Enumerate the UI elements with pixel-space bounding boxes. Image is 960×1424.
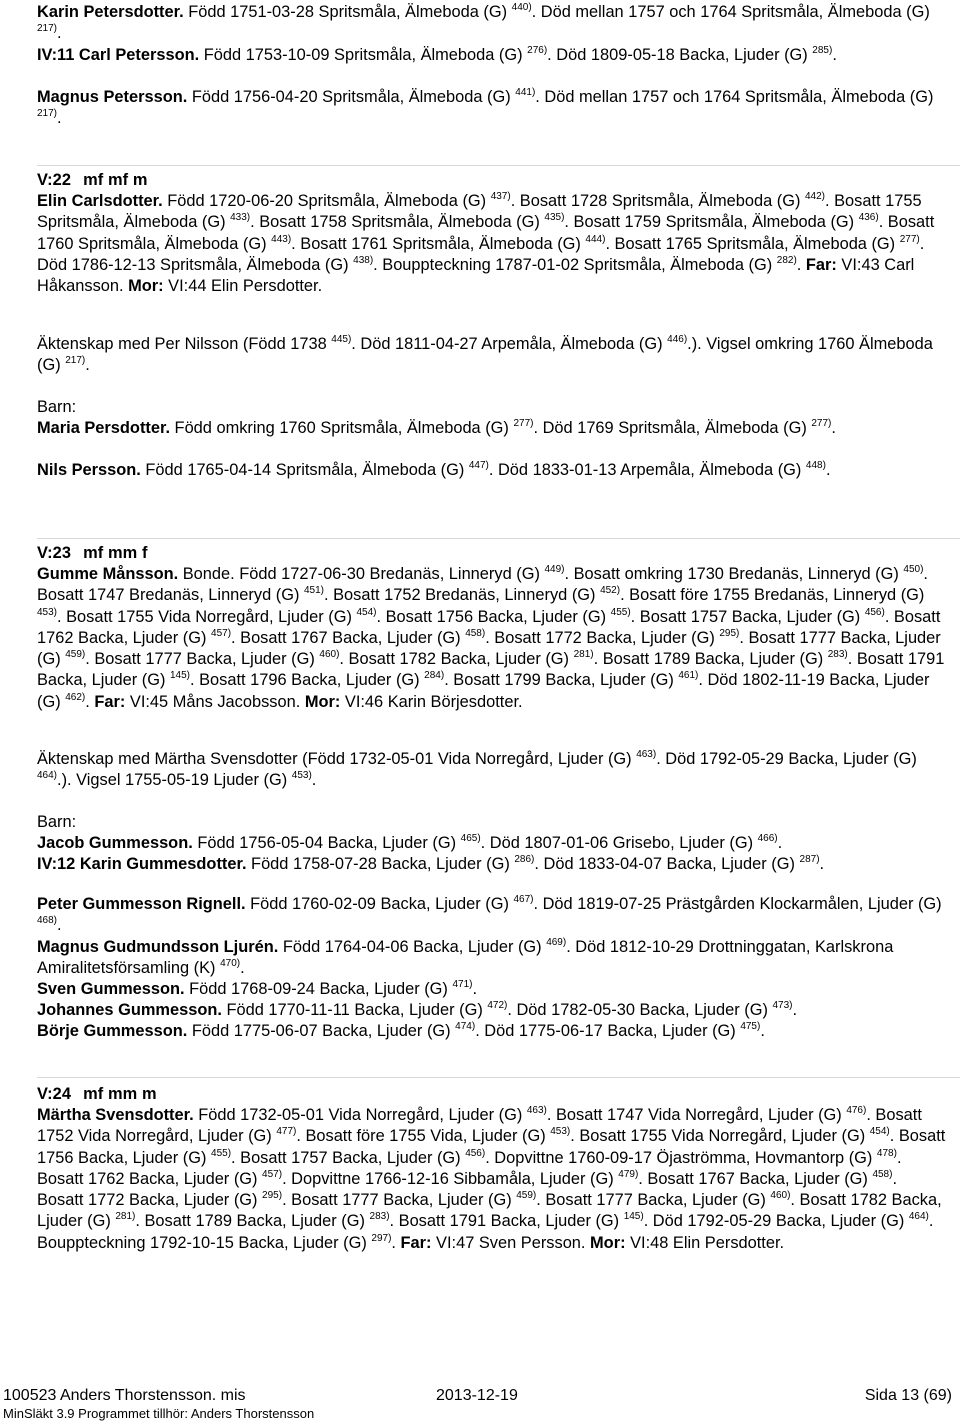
entry-text: . Bosatt 1752 Bredanäs, Linneryd (G) bbox=[323, 586, 601, 605]
child-entry bbox=[37, 979, 947, 1000]
entry-text: VI:48 Elin Persdotter. bbox=[625, 1233, 785, 1252]
entry-text: . Bosatt 1759 Spritsmåla, Älmeboda (G) bbox=[564, 213, 859, 232]
citation-ref: 446) bbox=[667, 334, 688, 345]
entry-text: VI:43 Carl Håkansson. bbox=[37, 255, 915, 296]
bold-label: Sven Gummesson. bbox=[37, 980, 185, 998]
entry-text: . Bosatt 1728 Spritsmåla, Älmeboda (G) bbox=[510, 192, 805, 210]
citation-ref: 472) bbox=[487, 1000, 508, 1011]
entry-text: . bbox=[85, 356, 90, 375]
entry-text: . Bosatt 1772 Backa, Ljuder (G) bbox=[37, 1169, 898, 1210]
citation-ref: 459) bbox=[65, 649, 86, 661]
entry-text: . bbox=[57, 109, 62, 128]
entry-text: .). Vigsel 1755-05-19 Ljuder (G) bbox=[57, 771, 292, 790]
citation-ref: 456) bbox=[864, 606, 885, 618]
entry-text: . bbox=[832, 46, 837, 64]
bold-label: Mor: bbox=[128, 277, 164, 296]
citation-ref: 454) bbox=[869, 1126, 890, 1138]
child-entry bbox=[37, 833, 947, 854]
citation-ref: 475) bbox=[740, 1021, 761, 1032]
entry-text: . bbox=[85, 692, 95, 711]
entry-text: . bbox=[57, 24, 62, 43]
citation-ref: 477) bbox=[276, 1126, 297, 1138]
citation-ref: 440) bbox=[511, 2, 532, 13]
citation-ref: 283) bbox=[827, 649, 848, 661]
citation-ref: 466) bbox=[757, 833, 778, 844]
entry-text: . Bouppteckning 1792-10-15 Backa, Ljuder (G) bbox=[37, 1212, 934, 1252]
child-entry bbox=[37, 854, 947, 875]
child-entry bbox=[37, 1000, 947, 1021]
bold-label: Mor: bbox=[590, 1233, 626, 1252]
citation-ref: 433) bbox=[230, 212, 251, 224]
entry-text: . Död 1792-05-29 Backa, Ljuder (G) bbox=[656, 750, 917, 768]
entry-text: VI:44 Elin Persdotter. bbox=[163, 277, 323, 296]
generation-heading bbox=[37, 170, 947, 191]
citation-ref: 465) bbox=[460, 833, 481, 844]
entry-text: . Död 1782-05-30 Backa, Ljuder (G) bbox=[507, 1001, 773, 1019]
citation-ref: 217) bbox=[65, 355, 86, 367]
entry-text: . Bosatt 1791 Backa, Ljuder (G) bbox=[37, 650, 945, 690]
generation-id: V:23 bbox=[37, 544, 72, 562]
section-divider bbox=[37, 538, 960, 539]
entry-text: . Dopvittne 1760-09-17 Öjaströmma, Hovmantorp (G) bbox=[485, 1148, 877, 1167]
entry-text: Född 1756-04-20 Spritsmåla, Älmeboda (G) bbox=[187, 88, 516, 106]
entry-text: . Bosatt 1762 Backa, Ljuder (G) bbox=[37, 607, 941, 647]
entry-text: . Bosatt 1758 Spritsmåla, Älmeboda (G) bbox=[250, 213, 545, 232]
entry-text: . bbox=[472, 980, 478, 998]
entry-text: . Bosatt 1791 Backa, Ljuder (G) bbox=[389, 1212, 624, 1231]
citation-ref: 145) bbox=[623, 1211, 644, 1223]
entry-text: . bbox=[760, 1022, 765, 1040]
entry-text: .). Vigsel omkring 1760 Älmeboda (G) bbox=[37, 335, 933, 375]
entry-text: . Bosatt omkring 1730 Bredanäs, Linneryd (G) bbox=[564, 565, 904, 583]
entry-text: . bbox=[825, 461, 831, 479]
entry-text: Äktenskap med Märtha Svensdotter (Född 1732-05-01 Vida Norregård, Ljuder (G) bbox=[37, 750, 637, 768]
entry-text: . Död 1769 Spritsmåla, Älmeboda (G) bbox=[533, 419, 812, 437]
entry-text: . Bosatt 1761 Spritsmåla, Älmeboda (G) bbox=[291, 234, 586, 253]
entry-text: Född 1720-06-20 Spritsmåla, Älmeboda (G) bbox=[162, 192, 491, 210]
citation-ref: 473) bbox=[772, 1000, 793, 1011]
citation-ref: 281) bbox=[573, 649, 594, 661]
marriage-entry bbox=[37, 749, 947, 792]
person-entry bbox=[37, 1105, 947, 1254]
section-divider bbox=[37, 1077, 960, 1078]
person-entry bbox=[37, 564, 947, 713]
entry-text: . bbox=[796, 255, 806, 274]
citation-ref: 437) bbox=[490, 191, 511, 202]
entry-text: . bbox=[777, 834, 783, 852]
citation-ref: 286) bbox=[514, 854, 535, 865]
citation-ref: 284) bbox=[424, 670, 445, 682]
entry-text: . Död 1811-04-27 Arpemåla, Älmeboda (G) bbox=[351, 335, 668, 353]
citation-ref: 436) bbox=[858, 212, 879, 224]
entry-text: . bbox=[240, 959, 245, 978]
citation-ref: 277) bbox=[811, 418, 832, 429]
citation-ref: 464) bbox=[908, 1211, 929, 1223]
generation-id: V:22 bbox=[37, 171, 72, 189]
generation-heading bbox=[37, 543, 947, 564]
generation-code: mf mm m bbox=[83, 1085, 157, 1103]
citation-ref: 451) bbox=[303, 585, 324, 597]
bold-label: Elin Carlsdotter. bbox=[37, 192, 163, 210]
citation-ref: 460) bbox=[770, 1190, 791, 1202]
entry-text: Född 1768-09-24 Backa, Ljuder (G) bbox=[184, 980, 453, 998]
citation-ref: 459) bbox=[516, 1190, 537, 1202]
citation-ref: 454) bbox=[356, 606, 377, 618]
entry-text: Bonde. Född 1727-06-30 Bredanäs, Linneryd (G) bbox=[178, 565, 545, 583]
entry-text: . Dopvittne 1766-12-16 Sibbamåla, Ljuder (G) bbox=[282, 1169, 619, 1188]
citation-ref: 456) bbox=[465, 1147, 486, 1159]
person-entry bbox=[37, 2, 947, 45]
entry-text: . Bosatt 1767 Backa, Ljuder (G) bbox=[231, 628, 466, 647]
citation-ref: 471) bbox=[452, 979, 473, 990]
bold-label: Karin Petersdotter. bbox=[37, 3, 184, 21]
citation-ref: 277) bbox=[899, 233, 920, 245]
entry-text: . Död 1809-05-18 Backa, Ljuder (G) bbox=[547, 46, 813, 64]
entry-text: Född omkring 1760 Spritsmåla, Älmeboda (G) bbox=[170, 419, 514, 437]
children-label: Barn: bbox=[37, 398, 77, 416]
entry-text: . Bosatt 1777 Backa, Ljuder (G) bbox=[282, 1191, 517, 1210]
bold-label: Magnus Petersson. bbox=[37, 88, 188, 106]
citation-ref: 438) bbox=[353, 254, 374, 266]
entry-text: . Bouppteckning 1787-01-02 Spritsmåla, Älmeboda (G) bbox=[373, 255, 777, 274]
entry-text: . Bosatt före 1755 Bredanäs, Linneryd (G) bbox=[620, 586, 925, 605]
citation-ref: 457) bbox=[262, 1168, 283, 1180]
citation-ref: 474) bbox=[455, 1021, 476, 1032]
citation-ref: 217) bbox=[37, 108, 58, 120]
citation-ref: 145) bbox=[170, 670, 191, 682]
entry-text: . Bosatt 1755 Vida Norregård, Ljuder (G) bbox=[57, 607, 357, 626]
citation-ref: 283) bbox=[369, 1211, 390, 1223]
entry-text: . Död 1792-05-29 Backa, Ljuder (G) bbox=[643, 1212, 909, 1231]
citation-ref: 282) bbox=[776, 254, 797, 266]
citation-ref: 452) bbox=[600, 585, 621, 597]
citation-ref: 462) bbox=[65, 691, 86, 703]
citation-ref: 469) bbox=[546, 937, 567, 948]
entry-text: . Bosatt 1756 Backa, Ljuder (G) bbox=[376, 607, 611, 626]
generation-code: mf mm f bbox=[83, 544, 148, 562]
bold-label: Nils Persson. bbox=[37, 461, 141, 479]
citation-ref: 281) bbox=[115, 1211, 136, 1223]
person-entry bbox=[37, 191, 947, 297]
bold-label: Jacob Gummesson. bbox=[37, 834, 193, 852]
bold-label: Gumme Månsson. bbox=[37, 565, 179, 583]
bold-label: Börje Gummesson. bbox=[37, 1022, 188, 1040]
entry-text: Född 1775-06-07 Backa, Ljuder (G) bbox=[187, 1022, 456, 1040]
footer-date: 2013-12-19 bbox=[436, 1387, 518, 1404]
entry-text: Äktenskap med Per Nilsson (Född 1738 bbox=[37, 335, 332, 353]
children-label: Barn: bbox=[37, 813, 77, 831]
entry-text: . Bosatt 1777 Backa, Ljuder (G) bbox=[37, 628, 941, 669]
entry-text: . Död 1802-11-19 Backa, Ljuder (G) bbox=[37, 671, 930, 711]
child-entry bbox=[37, 1021, 947, 1042]
citation-ref: 453) bbox=[37, 606, 58, 618]
citation-ref: 276) bbox=[527, 45, 548, 56]
entry-text: Född 1753-10-09 Spritsmåla, Älmeboda (G) bbox=[199, 46, 528, 64]
entry-text: . Död 1807-01-06 Grisebo, Ljuder (G) bbox=[480, 834, 758, 852]
bold-label: Magnus Gudmundsson Ljurén. bbox=[37, 938, 279, 956]
citation-ref: 464) bbox=[37, 770, 58, 782]
footer-page-number: Sida 13 (69) bbox=[864, 1387, 952, 1404]
bold-label: Mor: bbox=[304, 692, 341, 711]
citation-ref: 287) bbox=[799, 854, 820, 865]
person-entry bbox=[37, 45, 947, 66]
marriage-entry bbox=[37, 334, 947, 377]
citation-ref: 463) bbox=[526, 1105, 547, 1116]
bold-label: Maria Persdotter. bbox=[37, 419, 170, 437]
citation-ref: 448) bbox=[805, 460, 826, 471]
citation-ref: 449) bbox=[544, 564, 565, 575]
citation-ref: 277) bbox=[513, 418, 534, 429]
entry-text: VI:45 Måns Jacobsson. bbox=[125, 692, 305, 711]
generation-code: mf mf m bbox=[83, 171, 148, 189]
citation-ref: 461) bbox=[678, 670, 699, 682]
citation-ref: 467) bbox=[513, 894, 534, 905]
citation-ref: 470) bbox=[220, 958, 241, 970]
citation-ref: 443) bbox=[271, 233, 292, 245]
entry-text: VI:46 Karin Börjesdotter. bbox=[340, 692, 523, 711]
generation-id: V:24 bbox=[37, 1085, 72, 1103]
child-entry bbox=[37, 937, 947, 980]
bold-label: Far: bbox=[805, 255, 837, 274]
citation-ref: 441) bbox=[515, 87, 536, 98]
entry-text: . Bosatt 1757 Backa, Ljuder (G) bbox=[231, 1148, 466, 1167]
entry-text: . Död mellan 1757 och 1764 Spritsmåla, Älmeboda (G) bbox=[535, 88, 934, 106]
entry-text: . Bosatt 1767 Backa, Ljuder (G) bbox=[638, 1169, 873, 1188]
entry-text: . Bosatt 1782 Backa, Ljuder (G) bbox=[339, 650, 574, 669]
entry-text: . Bosatt 1799 Backa, Ljuder (G) bbox=[444, 671, 679, 690]
entry-text: . Död 1812-10-29 Drottninggatan, Karlskrona Amiralitetsförsamling (K) bbox=[37, 938, 894, 978]
entry-text: . Bosatt 1752 Vida Norregård, Ljuder (G) bbox=[37, 1106, 922, 1146]
citation-ref: 450) bbox=[903, 564, 924, 575]
citation-ref: 447) bbox=[468, 460, 489, 471]
entry-text: . bbox=[311, 771, 317, 790]
entry-text: . bbox=[391, 1233, 401, 1252]
footer-file: 100523 Anders Thorstensson. mis bbox=[3, 1387, 246, 1404]
entry-text: . Bosatt 1772 Backa, Ljuder (G) bbox=[485, 628, 720, 647]
entry-text: . bbox=[831, 419, 836, 437]
citation-ref: 453) bbox=[291, 770, 312, 782]
entry-text: . bbox=[57, 916, 62, 935]
entry-text: . Bosatt före 1755 Vida, Ljuder (G) bbox=[296, 1127, 551, 1146]
section-divider bbox=[37, 165, 960, 166]
child-entry bbox=[37, 894, 947, 937]
entry-text: Född 1765-04-14 Spritsmåla, Älmeboda (G) bbox=[140, 461, 469, 479]
entry-text: Född 1751-03-28 Spritsmåla, Älmeboda (G) bbox=[183, 3, 512, 21]
bold-label: IV:12 Karin Gummesdotter. bbox=[37, 855, 247, 873]
citation-ref: 457) bbox=[211, 627, 232, 639]
entry-text: . Bosatt 1747 Vida Norregård, Ljuder (G) bbox=[546, 1106, 847, 1124]
citation-ref: 458) bbox=[465, 627, 486, 639]
bold-label: IV:11 Carl Petersson. bbox=[37, 46, 200, 64]
entry-text: Född 1758-07-28 Backa, Ljuder (G) bbox=[246, 855, 515, 873]
citation-ref: 442) bbox=[804, 191, 825, 202]
entry-text: Född 1764-04-06 Backa, Ljuder (G) bbox=[278, 938, 547, 956]
entry-text: . Bosatt 1777 Backa, Ljuder (G) bbox=[85, 650, 320, 669]
entry-text: . Bosatt 1755 Vida Norregård, Ljuder (G) bbox=[570, 1127, 870, 1146]
entry-text: . Död 1786-12-13 Spritsmåla, Älmeboda (G) bbox=[37, 234, 925, 274]
citation-ref: 435) bbox=[544, 212, 565, 224]
bold-label: Far: bbox=[400, 1233, 432, 1252]
entry-text: . Bosatt 1789 Backa, Ljuder (G) bbox=[593, 650, 828, 669]
entry-text: . Bosatt 1796 Backa, Ljuder (G) bbox=[190, 671, 425, 690]
entry-text: . Död 1833-04-07 Backa, Ljuder (G) bbox=[534, 855, 800, 873]
entry-text: Född 1760-02-09 Backa, Ljuder (G) bbox=[245, 895, 514, 913]
entry-text: . Bosatt 1747 Bredanäs, Linneryd (G) bbox=[37, 565, 928, 605]
citation-ref: 444) bbox=[585, 233, 606, 245]
entry-text: . Bosatt 1777 Backa, Ljuder (G) bbox=[536, 1191, 771, 1210]
citation-ref: 455) bbox=[211, 1147, 232, 1159]
citation-ref: 285) bbox=[812, 45, 833, 56]
entry-text: . Död 1833-01-13 Arpemåla, Älmeboda (G) bbox=[488, 461, 806, 479]
citation-ref: 295) bbox=[262, 1190, 283, 1202]
entry-text: . bbox=[792, 1001, 798, 1019]
entry-text: . Bosatt 1760 Spritsmåla, Älmeboda (G) bbox=[37, 213, 935, 253]
entry-text: . Bosatt 1782 Backa, Ljuder (G) bbox=[37, 1191, 942, 1231]
citation-ref: 468) bbox=[37, 915, 58, 927]
generation-heading bbox=[37, 1084, 947, 1105]
entry-text: . Bosatt 1755 Spritsmåla, Älmeboda (G) bbox=[37, 192, 922, 232]
citation-ref: 478) bbox=[876, 1147, 897, 1159]
entry-text: . Bosatt 1757 Backa, Ljuder (G) bbox=[630, 607, 865, 626]
child-entry bbox=[37, 460, 947, 481]
citation-ref: 453) bbox=[550, 1126, 571, 1138]
entry-text: VI:47 Sven Persson. bbox=[431, 1233, 591, 1252]
bold-label: Far: bbox=[94, 692, 126, 711]
citation-ref: 458) bbox=[872, 1168, 893, 1180]
entry-text: . bbox=[819, 855, 825, 873]
entry-text: Född 1756-05-04 Backa, Ljuder (G) bbox=[192, 834, 461, 852]
entry-text: . Bosatt 1756 Backa, Ljuder (G) bbox=[37, 1127, 946, 1167]
citation-ref: 295) bbox=[719, 627, 740, 639]
citation-ref: 455) bbox=[610, 606, 631, 618]
entry-text: Född 1770-11-11 Backa, Ljuder (G) bbox=[221, 1001, 488, 1019]
bold-label: Märtha Svensdotter. bbox=[37, 1106, 194, 1124]
entry-text: . Död mellan 1757 och 1764 Spritsmåla, Älmeboda (G) bbox=[531, 3, 930, 21]
bold-label: Peter Gummesson Rignell. bbox=[37, 895, 246, 913]
entry-text: . Bosatt 1762 Backa, Ljuder (G) bbox=[37, 1148, 902, 1188]
citation-ref: 460) bbox=[319, 649, 340, 661]
citation-ref: 217) bbox=[37, 23, 58, 35]
person-entry bbox=[37, 87, 947, 130]
entry-text: . Bosatt 1789 Backa, Ljuder (G) bbox=[135, 1212, 370, 1231]
citation-ref: 479) bbox=[618, 1168, 639, 1180]
entry-text: . Död 1819-07-25 Prästgården Klockarmålen, Ljuder (G) bbox=[533, 895, 942, 913]
footer-program: MinSläkt 3.9 Programmet tillhör: Anders Thorstensson bbox=[3, 1406, 315, 1421]
citation-ref: 445) bbox=[331, 334, 352, 345]
child-entry bbox=[37, 418, 947, 439]
entry-text: . Bosatt 1765 Spritsmåla, Älmeboda (G) bbox=[605, 234, 900, 253]
citation-ref: 297) bbox=[371, 1232, 392, 1244]
entry-text: . Död 1775-06-17 Backa, Ljuder (G) bbox=[475, 1022, 741, 1040]
entry-text: Född 1732-05-01 Vida Norregård, Ljuder (G) bbox=[193, 1106, 527, 1124]
citation-ref: 476) bbox=[846, 1105, 867, 1116]
bold-label: Johannes Gummesson. bbox=[37, 1001, 222, 1019]
citation-ref: 463) bbox=[636, 749, 657, 760]
